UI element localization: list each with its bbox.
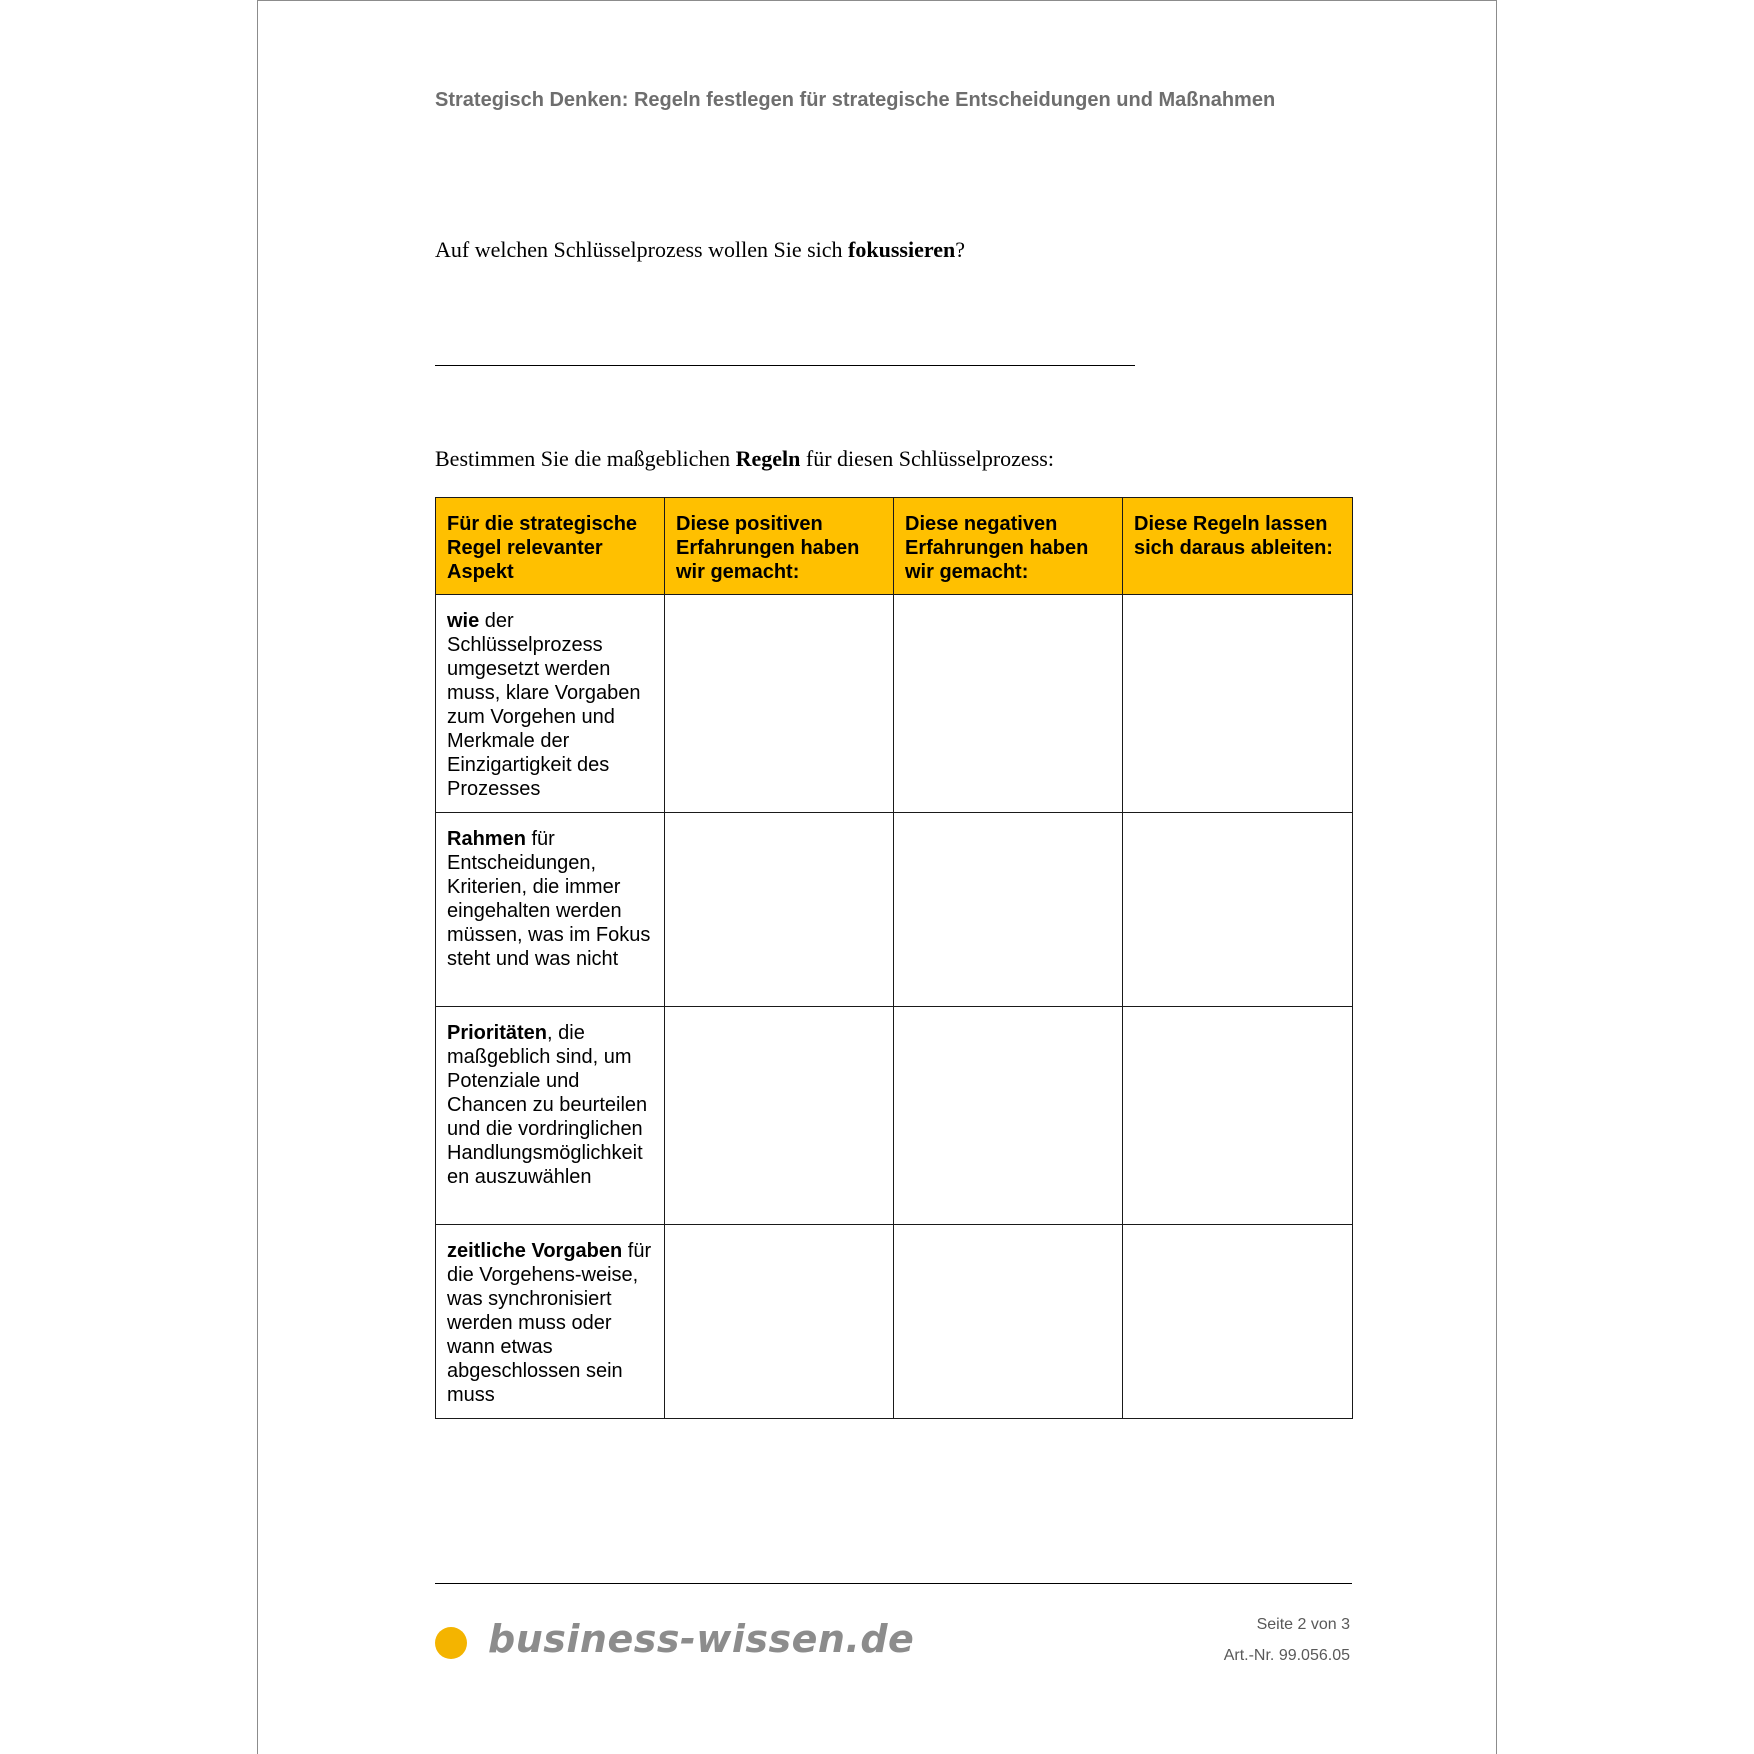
page-number: Seite 2 von 3 (1256, 1616, 1350, 1633)
footer-divider (435, 1583, 1352, 1584)
rules-input-cell[interactable] (1123, 813, 1353, 1007)
document-page (257, 0, 1497, 1754)
rules-input-cell[interactable] (1123, 1225, 1353, 1419)
positive-input-cell[interactable] (665, 813, 894, 1007)
table-header-row (436, 498, 1353, 595)
positive-input-cell[interactable] (665, 1225, 894, 1419)
positive-input-cell[interactable] (665, 595, 894, 813)
aspect-cell (436, 1225, 665, 1419)
negative-input-cell[interactable] (894, 1007, 1123, 1225)
brand-logo: business-wissen.de (488, 1617, 915, 1661)
logo-dot-icon (435, 1627, 467, 1659)
rules-question (435, 446, 1054, 472)
table-row (436, 595, 1353, 813)
rules-input-cell[interactable] (1123, 595, 1353, 813)
table-row (436, 1225, 1353, 1419)
rules-input-cell[interactable] (1123, 1007, 1353, 1225)
rules-question-text: Bestimmen Sie die maßgeblichen (435, 446, 736, 471)
header-positive-experiences: Diese positiven Erfahrungen haben wir gemacht: (665, 498, 894, 595)
aspect-description: für Entscheidungen, Kriterien, die immer eingehalten werden müssen, was im Fokus steht und was nicht (447, 828, 651, 970)
negative-input-cell[interactable] (894, 1225, 1123, 1419)
aspect-keyword: Prioritäten (447, 1022, 548, 1044)
document-header: Strategisch Denken: Regeln festlegen für strategische Entscheidungen und Maßnahmen (435, 89, 1276, 111)
aspect-cell (436, 813, 665, 1007)
page-info (1224, 1609, 1350, 1671)
aspect-cell (436, 595, 665, 813)
table-row (436, 1007, 1353, 1225)
header-derived-rules: Diese Regeln lassen sich daraus ableiten: (1123, 498, 1353, 595)
rules-table (435, 497, 1353, 1419)
focus-question-end: ? (955, 237, 965, 262)
focus-question (435, 237, 965, 263)
aspect-description: , die maßgeblich sind, um Potenziale und Chancen zu beurteilen und die vordringlichen Handlungsmöglichkeit en auszuwählen (447, 1022, 648, 1188)
negative-input-cell[interactable] (894, 813, 1123, 1007)
aspect-keyword: Rahmen (447, 828, 526, 850)
rules-question-emphasis: Regeln (735, 446, 801, 471)
negative-input-cell[interactable] (894, 595, 1123, 813)
aspect-description: für die Vorgehens-weise, was synchronisiert werden muss oder wann etwas abgeschlossen sein muss (447, 1240, 652, 1406)
article-number: Art.-Nr. 99.056.05 (1223, 1647, 1350, 1664)
focus-question-text: Auf welchen Schlüsselprozess wollen Sie sich (435, 237, 849, 262)
answer-line[interactable] (435, 365, 1135, 366)
positive-input-cell[interactable] (665, 1007, 894, 1225)
header-negative-experiences: Diese negativen Erfahrungen haben wir gemacht: (894, 498, 1123, 595)
aspect-cell (436, 1007, 665, 1225)
aspect-description: der Schlüsselprozess umgesetzt werden muss, klare Vorgaben zum Vorgehen und Merkmale der Einzigartigkeit des Prozesses (447, 610, 641, 800)
rules-question-end: für diesen Schlüsselprozess: (800, 446, 1054, 471)
aspect-keyword: zeitliche Vorgaben (447, 1240, 623, 1262)
header-aspect: Für die strategische Regel relevanter Aspekt (436, 498, 665, 595)
aspect-keyword: wie (447, 610, 480, 632)
focus-question-emphasis: fokussieren (848, 237, 956, 262)
table-row (436, 813, 1353, 1007)
